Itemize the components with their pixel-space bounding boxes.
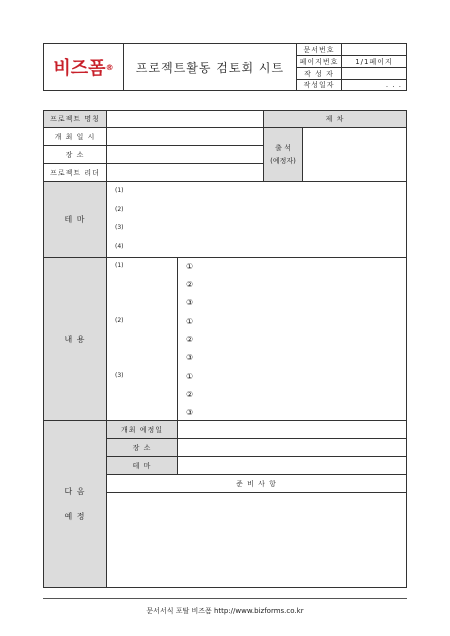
logo-text: 비즈폼 <box>53 58 106 79</box>
label-leader: 프로젝트 리더 <box>43 163 107 182</box>
field-next-theme[interactable] <box>177 456 407 475</box>
content-3-item-2: ② <box>186 390 194 399</box>
content-group-1-label: (1) <box>115 262 124 269</box>
label-content: 내 용 <box>43 257 107 421</box>
field-theme[interactable] <box>106 181 407 258</box>
meta-label-doc-no: 문서번호 <box>296 43 342 56</box>
label-next-2: 예 정 <box>64 511 86 521</box>
label-place: 장 소 <box>43 145 107 164</box>
label-next-date: 개최 예정일 <box>106 420 178 439</box>
meta-value-page-no: 1/1페이지 <box>341 55 407 68</box>
logo <box>43 43 124 91</box>
label-date: 개 최 일 시 <box>43 127 107 146</box>
label-session: 제 차 <box>263 110 407 128</box>
theme-item-3: (3) <box>115 224 124 231</box>
field-project-name[interactable] <box>106 110 264 128</box>
attendance-text: 출 석 <box>275 144 291 152</box>
label-next-1: 다 음 <box>64 486 86 496</box>
label-next-place: 장 소 <box>106 438 178 457</box>
field-next-place[interactable] <box>177 438 407 457</box>
content-2-item-1: ① <box>186 317 194 326</box>
content-1-item-1: ① <box>186 262 194 271</box>
theme-item-1: (1) <box>115 187 124 194</box>
label-theme: 테 마 <box>43 181 107 258</box>
meta-label-author: 작 성 자 <box>296 67 342 80</box>
page-title: 프로젝트활동 검토회 시트 <box>135 60 285 75</box>
label-prep: 준 비 사 항 <box>106 474 407 493</box>
content-2-item-2: ② <box>186 335 194 344</box>
content-1-item-2: ② <box>186 280 194 289</box>
content-sub-col <box>106 257 178 421</box>
label-next-theme: 테 마 <box>106 456 178 475</box>
meta-label-date: 작성일자 <box>296 79 342 91</box>
content-detail-col[interactable] <box>177 257 407 421</box>
footer-divider <box>43 598 407 599</box>
label-project-name: 프로젝트 명칭 <box>43 110 107 128</box>
field-next-date[interactable] <box>177 420 407 439</box>
content-group-2-label: (2) <box>115 317 124 324</box>
field-leader[interactable] <box>106 163 264 182</box>
meta-value-date[interactable]: . . . <box>341 79 407 91</box>
meta-label-page-no: 페이지번호 <box>296 55 342 68</box>
label-attendance <box>263 127 303 182</box>
header-meta-table <box>296 43 407 91</box>
field-place[interactable] <box>106 145 264 164</box>
field-attendance[interactable] <box>302 127 407 182</box>
registered-mark: ® <box>105 62 114 72</box>
content-2-item-3: ③ <box>186 353 194 362</box>
footer-text: 문서서식 포탈 비즈폼 http://www.bizforms.co.kr <box>146 607 304 615</box>
field-prep[interactable] <box>106 492 407 588</box>
content-group-3-label: (3) <box>115 372 124 379</box>
theme-item-2: (2) <box>115 206 124 213</box>
content-1-item-3: ③ <box>186 298 194 307</box>
field-date[interactable] <box>106 127 264 146</box>
content-3-item-3: ③ <box>186 408 194 417</box>
theme-item-4: (4) <box>115 243 124 250</box>
attendance-sub-text: (예정자) <box>270 157 296 165</box>
label-next-box <box>43 420 107 588</box>
content-3-item-1: ① <box>186 372 194 381</box>
